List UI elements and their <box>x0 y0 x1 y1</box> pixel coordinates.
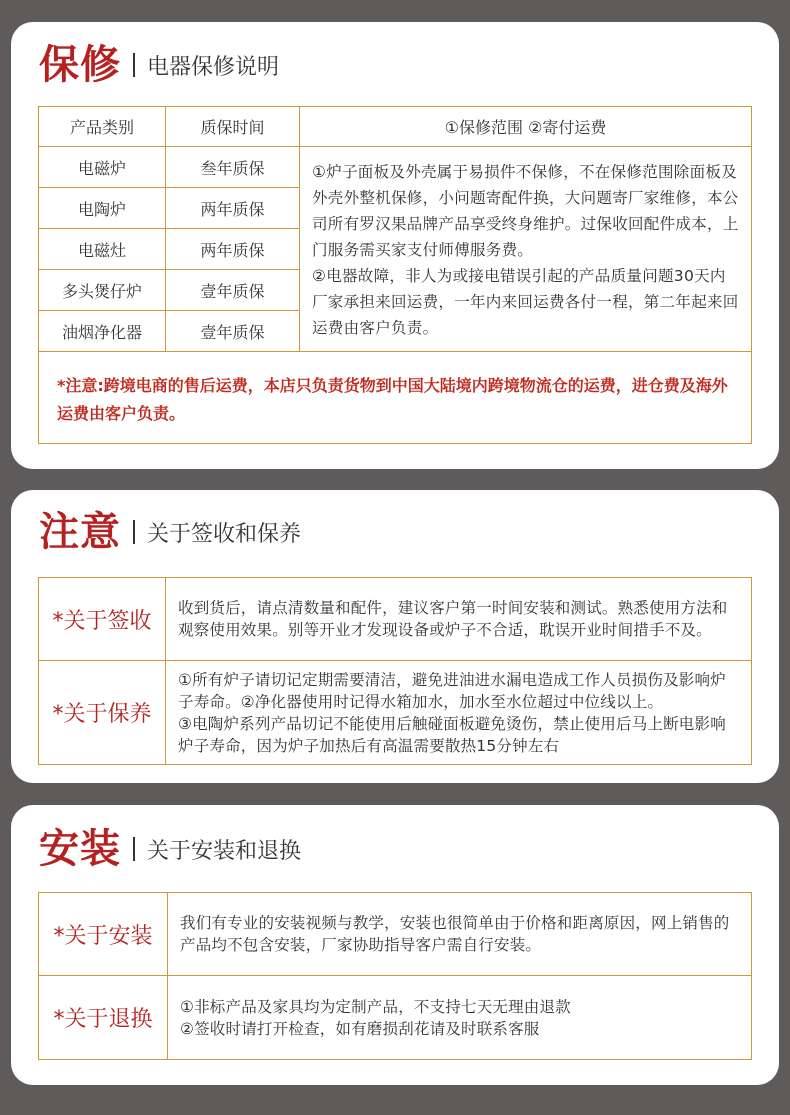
warranty-period: 两年质保 <box>166 229 300 270</box>
installation-text: 我们有专业的安装视频与教学，安装也很简单由于价格和距离原因，网上销售的产品均不包含安装，厂家协助指导客户需自行安装。 <box>168 893 752 976</box>
receipt-label: *关于签收 <box>39 578 166 661</box>
warranty-table-header <box>39 107 752 147</box>
install-table <box>38 892 752 1060</box>
maintenance-label: *关于保养 <box>39 661 166 765</box>
return-text: ①非标产品及家具均为定制产品，不支持七天无理由退款 ②签收时请打开检查，如有磨损刮花请及时联系客服 <box>168 976 752 1060</box>
title-divider <box>133 520 135 544</box>
shipping-note: *注意:跨境电商的售后运费，本店只负责货物到中国大陆境内跨境物流仓的运费，进仓费及海外运费由客户负责。 <box>39 352 752 444</box>
table-row <box>39 661 752 765</box>
title-divider <box>133 837 135 861</box>
col-period: 质保时间 <box>166 107 300 147</box>
col-category: 产品类别 <box>39 107 166 147</box>
table-row <box>39 893 752 976</box>
warranty-period: 叁年质保 <box>166 147 300 188</box>
warranty-period: 两年质保 <box>166 188 300 229</box>
notice-title: 注意 <box>39 509 121 555</box>
title-divider <box>133 53 135 77</box>
install-header <box>39 826 302 872</box>
product-category: 电磁炉 <box>39 147 166 188</box>
install-title: 安装 <box>39 826 121 872</box>
warranty-scope-text: ①炉子面板及外壳属于易损件不保修，不在保修范围除面板及外壳外整机保修，小问题寄配件换，大问题寄厂家维修，本公司所有罗汉果品牌产品享受终身维护。过保收回配件成本，上门服务需买家支付师傅服务费。 ②电器故障，非人为或接电错误引起的产品质量问题30天内厂家承担来回运费，一年内来回运费各付一程，第二年起来回运费由客户负责。 <box>300 147 752 352</box>
installation-label: *关于安装 <box>39 893 168 976</box>
warranty-period: 壹年质保 <box>166 311 300 352</box>
col-scope: ①保修范围 ②寄付运费 <box>300 107 752 147</box>
warranty-subtitle: 电器保修说明 <box>147 54 280 80</box>
notice-header <box>39 509 302 555</box>
warranty-card <box>11 22 779 469</box>
notice-card <box>11 490 779 783</box>
product-category: 油烟净化器 <box>39 311 166 352</box>
product-category: 电磁灶 <box>39 229 166 270</box>
notice-subtitle: 关于签收和保养 <box>147 521 302 547</box>
install-card <box>11 805 779 1085</box>
warranty-header <box>39 42 280 88</box>
product-category: 多头煲仔炉 <box>39 270 166 311</box>
table-row <box>39 578 752 661</box>
warranty-title: 保修 <box>39 42 121 88</box>
table-row <box>39 147 752 188</box>
install-subtitle: 关于安装和退换 <box>147 838 302 864</box>
note-row <box>39 352 752 444</box>
warranty-period: 壹年质保 <box>166 270 300 311</box>
maintenance-text: ①所有炉子请切记定期需要清洁，避免进油进水漏电造成工作人员损伤及影响炉子寿命。②净化器使用时记得水箱加水，加水至水位超过中位线以上。 ③电陶炉系列产品切记不能使用后触碰面板避免烫伤，禁止使用后马上断电影响炉子寿命，因为炉子加热后有高温需要散热15分钟左右 <box>166 661 752 765</box>
product-category: 电陶炉 <box>39 188 166 229</box>
table-row <box>39 976 752 1060</box>
receipt-text: 收到货后，请点清数量和配件，建议客户第一时间安装和测试。熟悉使用方法和观察使用效果。别等开业才发现设备或炉子不合适，耽误开业时间措手不及。 <box>166 578 752 661</box>
warranty-table <box>38 106 752 444</box>
notice-table <box>38 577 752 765</box>
return-label: *关于退换 <box>39 976 168 1060</box>
